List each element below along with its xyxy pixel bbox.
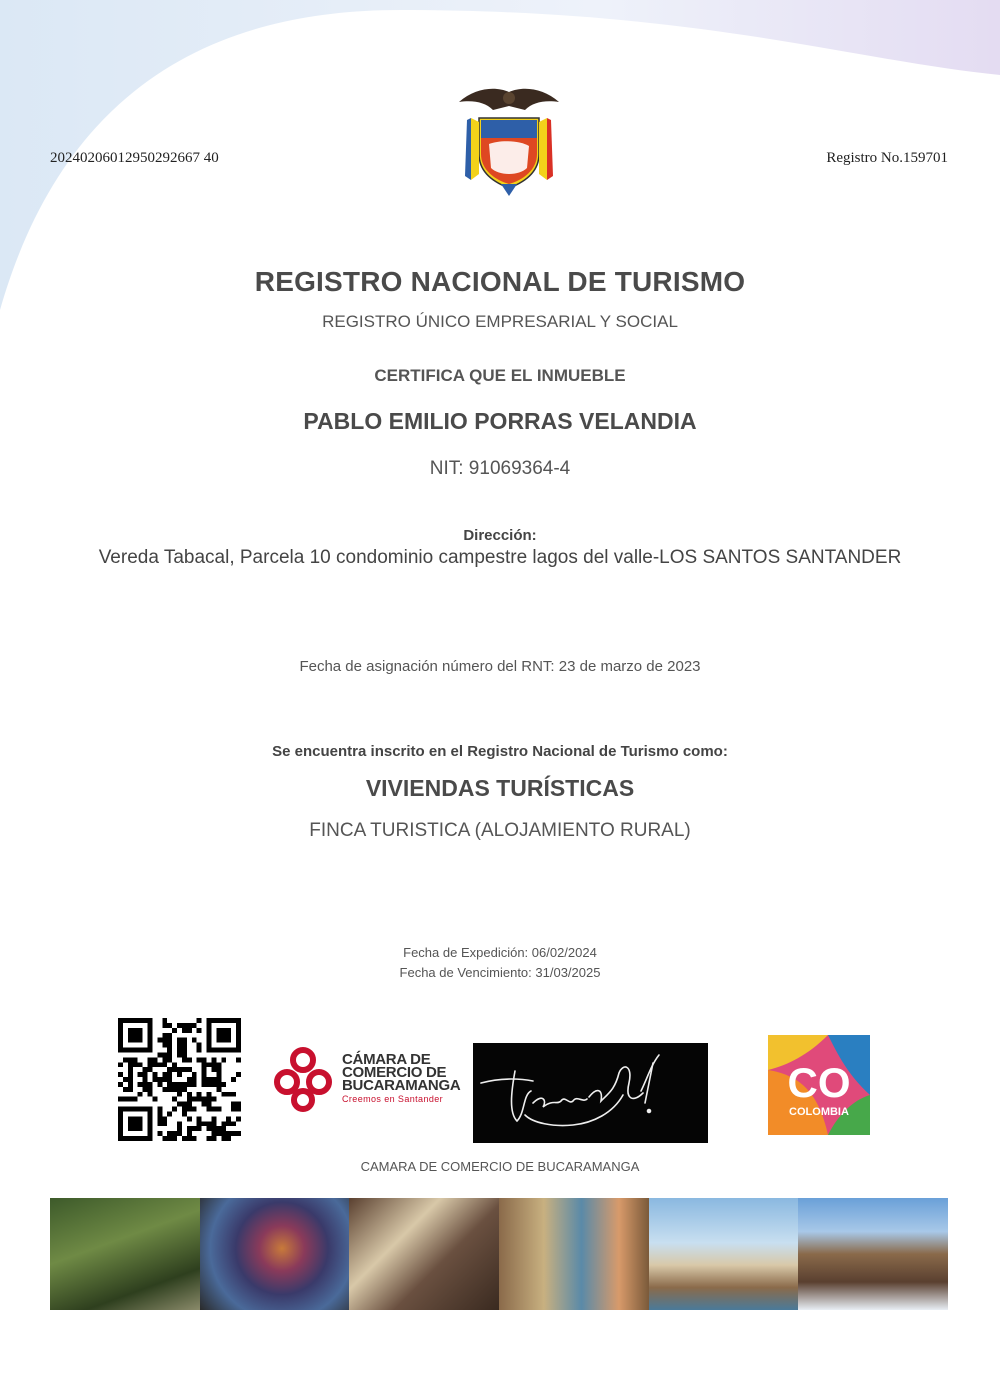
document-subtitle: REGISTRO ÚNICO EMPRESARIAL Y SOCIAL — [322, 312, 678, 331]
camara-caption: CAMARA DE COMERCIO DE BUCARAMANGA — [360, 1159, 640, 1174]
colombia-co-text: CO — [787, 1059, 851, 1106]
subcategory: FINCA TURISTICA (ALOJAMIENTO RURAL) — [309, 820, 691, 841]
document-title: REGISTRO NACIONAL DE TURISMO — [254, 266, 746, 297]
address-value: Vereda Tabacal, Parcela 10 condominio campestre lagos del valle-LOS SANTOS SANTANDER — [98, 547, 902, 568]
certifica-heading: CERTIFICA QUE EL INMUEBLE — [374, 366, 626, 385]
assignment-date: Fecha de asignación número del RNT: 23 de marzo de 2023 — [299, 658, 701, 675]
nit-number: NIT: 91069364-4 — [429, 458, 571, 479]
signature-scribble — [473, 1043, 708, 1143]
camara-logo-icon — [272, 1046, 334, 1112]
colombia-logo-icon — [768, 1035, 870, 1135]
condor-photo — [200, 1198, 350, 1310]
colombia-word-text: COLOMBIA — [789, 1106, 849, 1118]
camara-slogan: Creemos en Santander — [342, 1094, 444, 1104]
photo-strip — [50, 1198, 948, 1310]
colonial-building-photo — [649, 1198, 799, 1310]
forest-photo — [50, 1198, 200, 1310]
rock-formation-photo — [798, 1198, 948, 1310]
camara-logo-text: CÁMARA DE COMERCIO DE BUCARAMANGA — [342, 1051, 461, 1094]
qr-code[interactable] — [118, 1018, 241, 1141]
issue-date: Fecha de Expedición: 06/02/2024 — [403, 945, 597, 960]
colonial-street-photo — [499, 1198, 649, 1310]
owner-name: PABLO EMILIO PORRAS VELANDIA — [303, 408, 697, 434]
expiration-date: Fecha de Vencimiento: 31/03/2025 — [399, 965, 601, 980]
document-code: 20240206012950292667 40 — [50, 150, 219, 166]
address-label: Dirección: — [463, 527, 537, 544]
registro-number: Registro No.159701 — [826, 150, 948, 166]
registered-as-label: Se encuentra inscrito en el Registro Nacional de Turismo como: — [272, 743, 728, 760]
category: VIVIENDAS TURÍSTICAS — [365, 775, 635, 801]
signature — [473, 1043, 708, 1143]
coat-of-arms-icon — [455, 84, 563, 196]
musicians-photo — [349, 1198, 499, 1310]
background-wave — [0, 0, 1000, 400]
